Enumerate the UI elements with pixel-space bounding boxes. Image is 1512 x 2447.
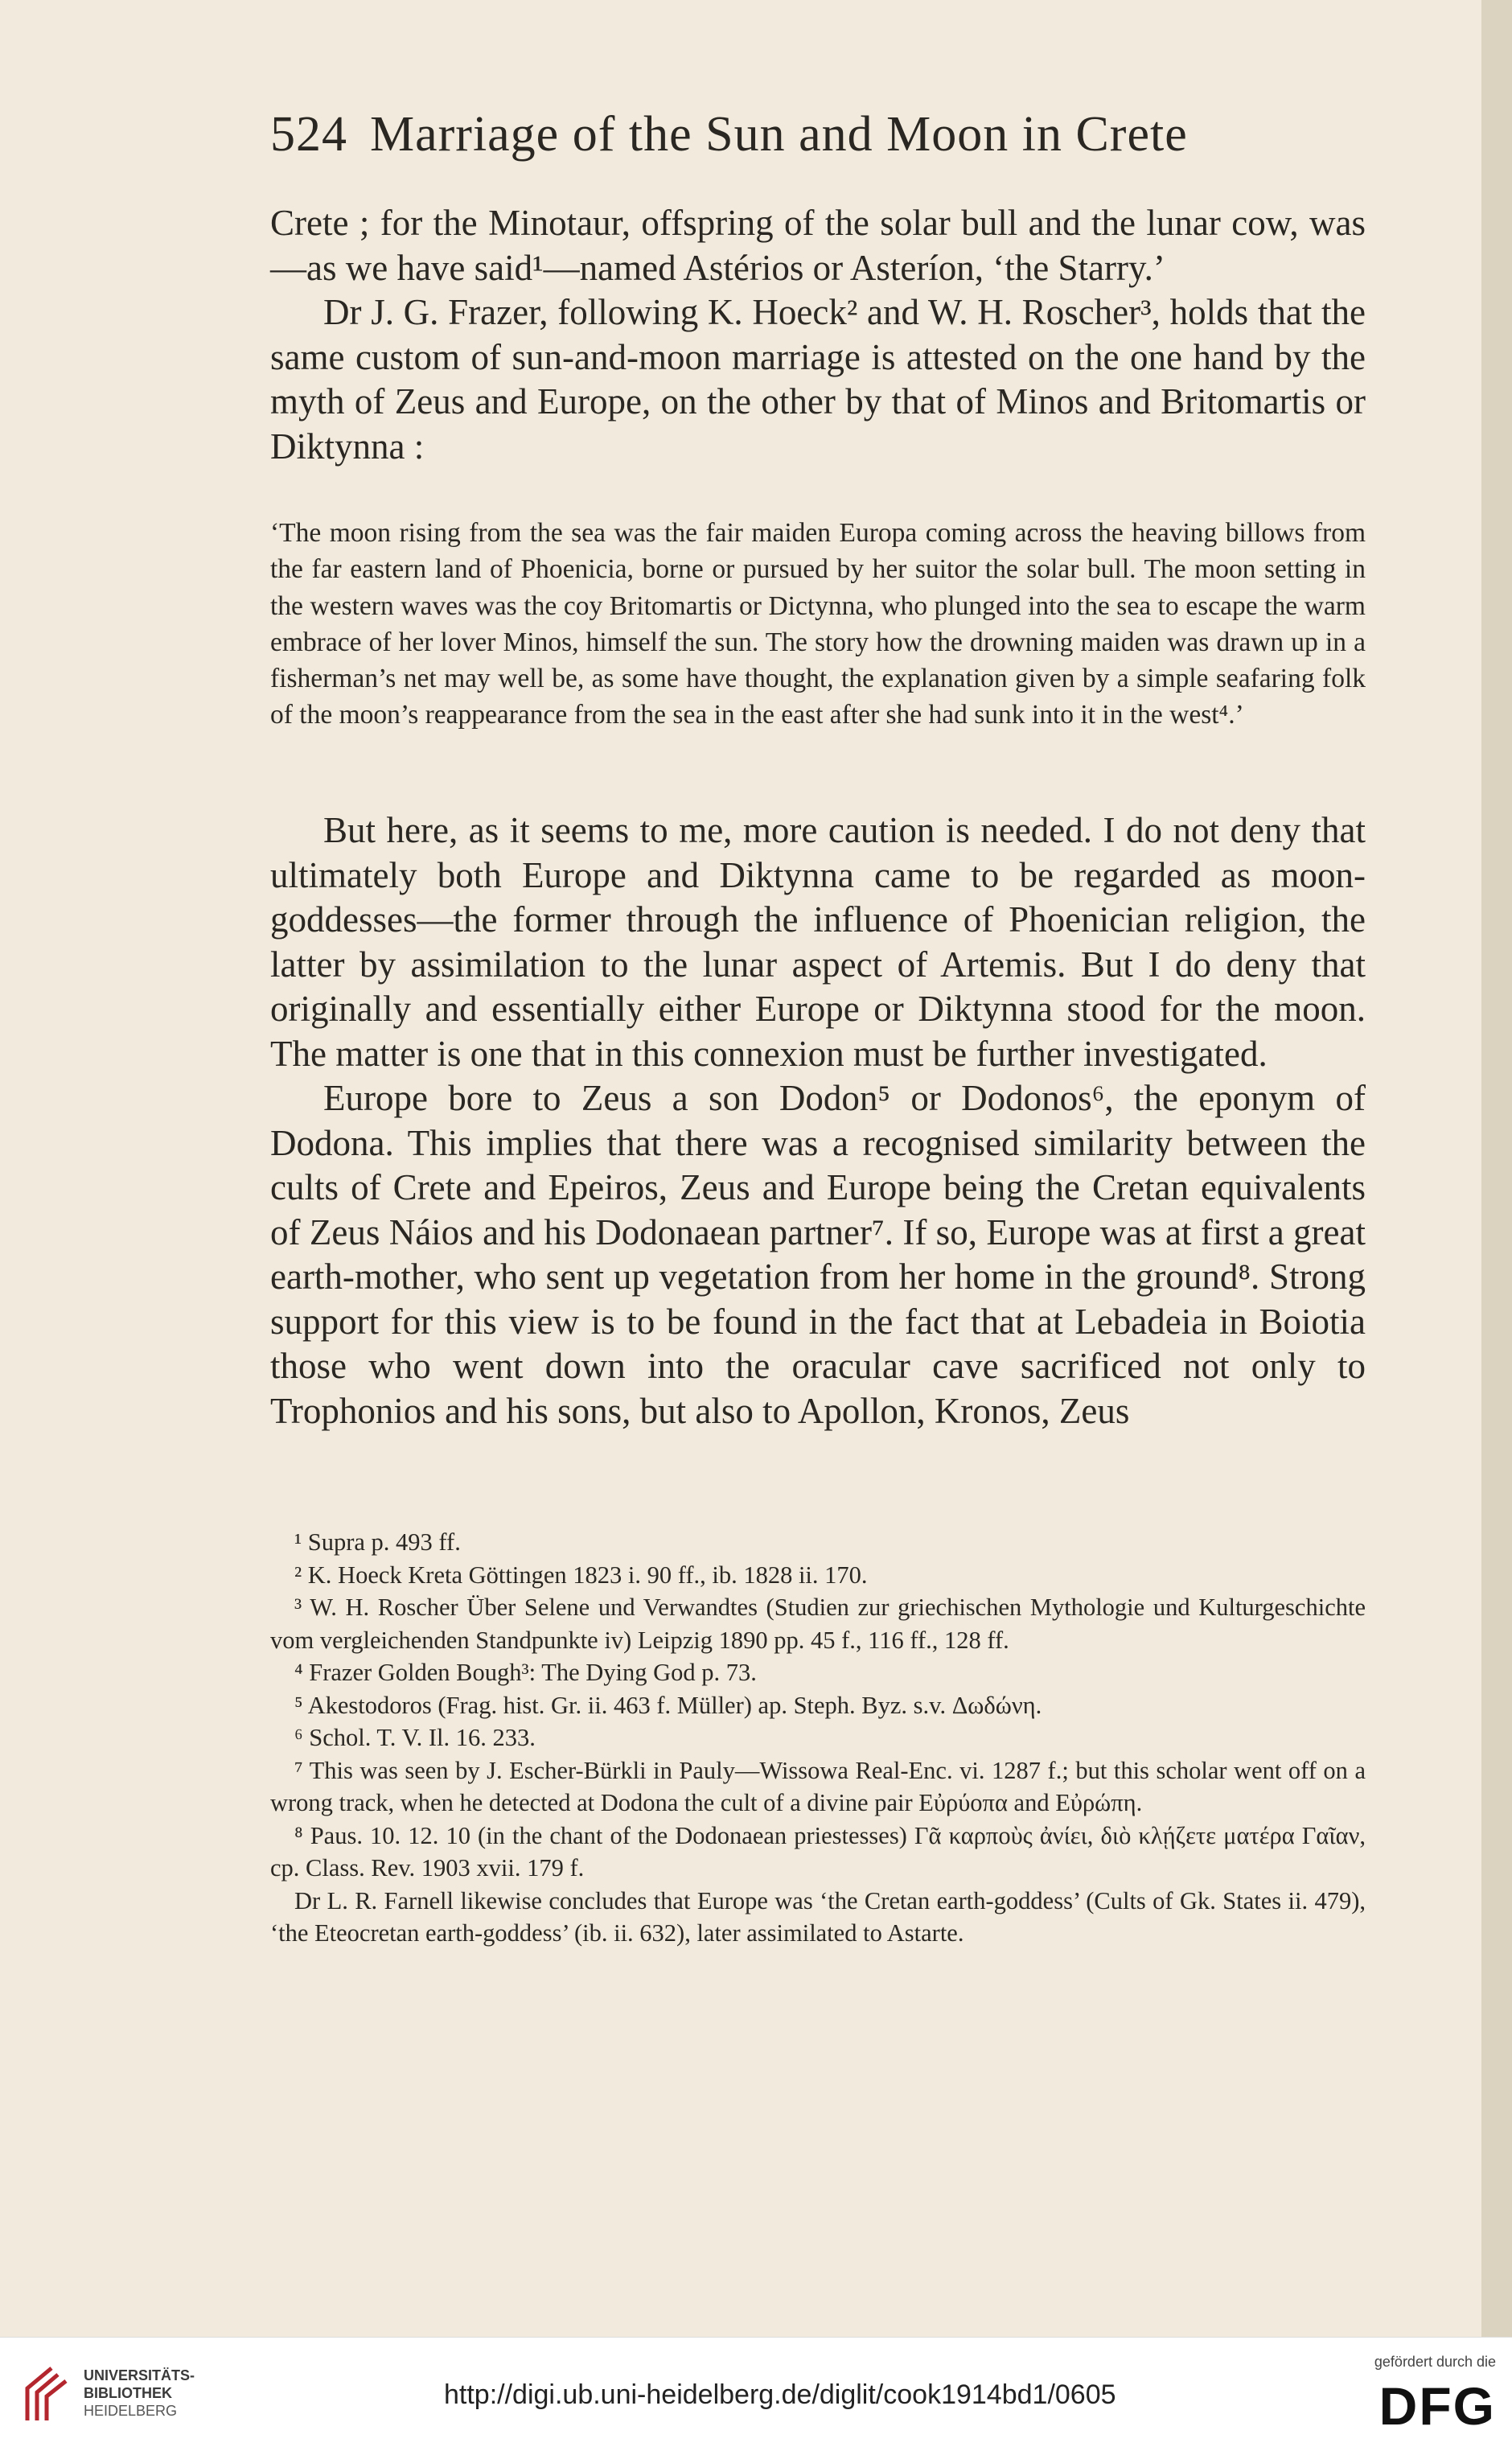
running-header	[270, 105, 1372, 164]
dfg-logo[interactable]	[1343, 2354, 1496, 2442]
footnote-4: ⁴ Frazer Golden Bough³: The Dying God p. 73.	[294, 1659, 757, 1686]
library-logo-icon[interactable]	[19, 2360, 76, 2424]
footnote-3: ³ W. H. Roscher Über Selene und Verwandtes (Studien zur griechischen Mythologie und Kulturgeschichte vom vergleichenden Standpunkte iv) Leipzig 1890 pp. 45 f., 116 ff., 128 ff.	[270, 1594, 1366, 1654]
footnote-2: ² K. Hoeck Kreta Göttingen 1823 i. 90 ff., ib. 1828 ii. 170.	[294, 1561, 868, 1589]
footnote-8-continued: Dr L. R. Farnell likewise concludes that Europe was ‘the Cretan earth-goddess’ (Cults of Gk. States ii. 479), ‘the Eteocretan earth-goddess’ (ib. ii. 632), later assimilated to Astarte.	[270, 1886, 1366, 1947]
running-title: Marriage of the Sun and Moon in Crete	[370, 107, 1188, 162]
footnote-8: ⁸ Paus. 10. 12. 10 (in the chant of the Dodonaean priestesses) Γᾶ καρποὺς ἀνίει, διὸ κλῄζετε ματέρα Γαῖαν, cp. Class. Rev. 1903 xvii. 179 f.	[270, 1821, 1366, 1882]
library-name: UNIVERSITÄTS- BIBLIOTHEK HEIDELBERG	[84, 2367, 195, 2419]
main-text-top	[270, 201, 1366, 469]
quote-text: ‘The moon rising from the sea was the fair maiden Europa coming across the heaving billows from the far eastern land of Phoenicia, borne or pursued by her suitor the solar bull. The moon setting in the western waves was the coy Britomartis or Dictynna, who plunged into the sea to escape the warm embrace of her lover Minos, himself the sun. The story how the drowning maiden was drawn up in a fisherman’s net may well be, as some have thought, the explanation given by a simple seafaring folk of the moon’s reappearance from the sea in the east after she had sunk into it in the west⁴.’	[270, 518, 1366, 730]
paragraph-4: Europe bore to Zeus a son Dodon⁵ or Dodonos⁶, the eponym of Dodona. This implies that there was a recognised similarity between the cults of Crete and Epeiros, Zeus and Europe being the Cretan equivalents of Zeus Náios and his Dodonaean partner⁷. If so, Europe was at first a great earth-mother, who sent up vegetation from her home in the ground⁸. Strong support for this view is to be found in the fact that at Lebadeia in Boiotia those who went down into the oracular cave sacrificed not only to Trophonios and his sons, but also to Apollon, Kronos, Zeus	[270, 1078, 1366, 1431]
page-edge	[1481, 0, 1512, 2337]
page-number: 524	[270, 107, 347, 162]
footnote-1: ¹ Supra p. 493 ff.	[294, 1528, 461, 1556]
permalink-url[interactable]: http://digi.ub.uni-heidelberg.de/diglit/cook1914bd1/0605	[444, 2379, 1116, 2410]
main-text-bottom	[270, 808, 1366, 1433]
paragraph-3: But here, as it seems to me, more caution is needed. I do not deny that ultimately both Europe and Diktynna came to be regarded as moon-goddesses—the former through the influence of Phoenician religion, the latter by assimilation to the lunar aspect of Artemis. But I do deny that originally and essentially either Europe or Diktynna stood for the moon. The matter is one that in this connexion must be further investigated.	[270, 810, 1366, 1074]
funding-label: gefördert durch die	[1374, 2354, 1496, 2370]
paragraph-2: Dr J. G. Frazer, following K. Hoeck² and W. H. Roscher³, holds that the same custom of sun-and-moon marriage is attested on the one hand by the myth of Zeus and Europe, on the other by that of Minos and Britomartis or Diktynna :	[270, 292, 1366, 467]
block-quote	[270, 515, 1366, 734]
viewer-footer	[0, 2337, 1512, 2447]
dfg-wordmark: DFG	[1378, 2376, 1496, 2436]
footnotes	[270, 1526, 1366, 1950]
footnote-6: ⁶ Schol. T. V. Il. 16. 233.	[294, 1724, 536, 1751]
footnote-7: ⁷ This was seen by J. Escher-Bürkli in Pauly—Wissowa Real-Enc. vi. 1287 f.; but this scholar went off on a wrong track, when he detected at Dodona the cult of a divine pair Εὐρύοπα and Εὐρώπη.	[270, 1756, 1366, 1816]
paragraph-1: Crete ; for the Minotaur, offspring of the solar bull and the lunar cow, was—as we have said¹—named Astérios or Asteríon, ‘the Starry.’	[270, 203, 1366, 288]
footnote-5: ⁵ Akestodoros (Frag. hist. Gr. ii. 463 f. Müller) ap. Steph. Byz. s.v. Δωδώνη.	[294, 1691, 1042, 1719]
